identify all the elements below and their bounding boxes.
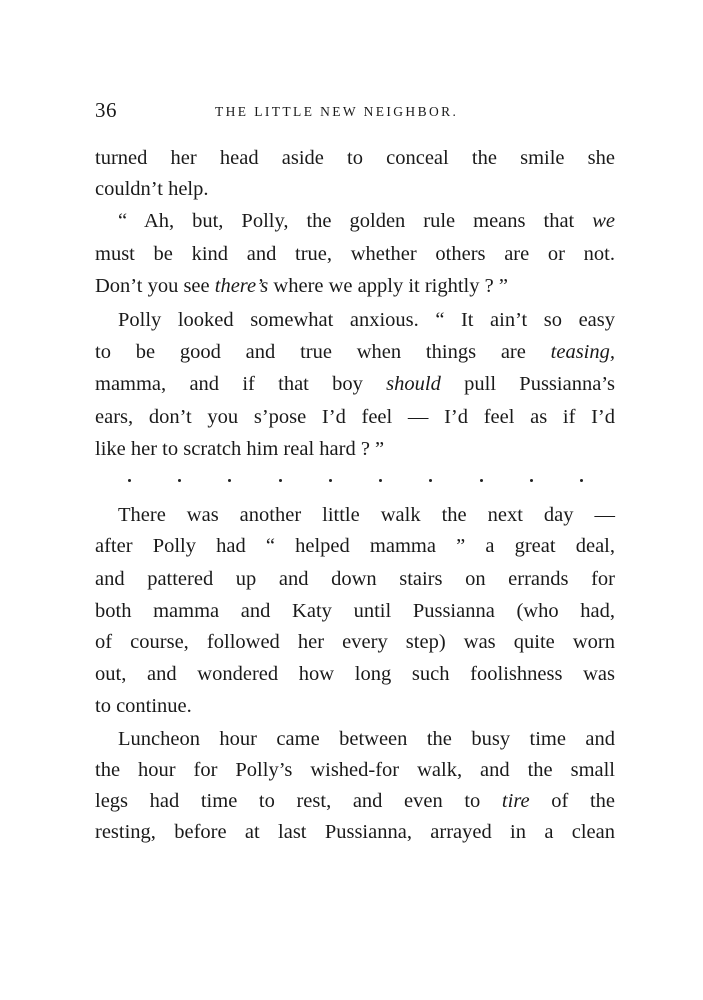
dot: [228, 479, 231, 482]
text-line: ears, don’t you s’pose I’d feel — I’d feel as if I’d: [95, 406, 615, 428]
dot: [329, 479, 332, 482]
page-number: 36: [95, 98, 117, 122]
text-line: mamma, and if that boy should pull Pussianna’s: [95, 373, 615, 395]
text-line: out, and wondered how long such foolishness was: [95, 663, 615, 685]
text-line: both mamma and Katy until Pussianna (who had,: [95, 600, 615, 622]
text-line: of course, followed her every step) was quite worn: [95, 631, 615, 653]
dot: [480, 479, 483, 482]
text-line: Don’t you see there’s where we apply it rightly ? ”: [95, 275, 508, 297]
dot: [178, 479, 181, 482]
text-line: legs had time to rest, and even to tire of the: [95, 790, 615, 812]
text-line: and pattered up and down stairs on errands for: [95, 568, 615, 590]
text-line: There was another little walk the next day —: [118, 504, 615, 526]
dot: [279, 479, 282, 482]
dot: [530, 479, 533, 482]
dot: [580, 479, 583, 482]
text-line: like her to scratch him real hard ? ”: [95, 438, 385, 460]
text-line: the hour for Polly’s wished-for walk, and the small: [95, 759, 615, 781]
section-break-dots: [128, 472, 583, 488]
running-head: THE LITTLE NEW NEIGHBOR.: [215, 104, 459, 119]
text-line: to continue.: [95, 695, 192, 717]
text-line: after Polly had “ helped mamma ” a great deal,: [95, 535, 615, 557]
text-line: resting, before at last Pussianna, arrayed in a clean: [95, 821, 615, 843]
text-line: must be kind and true, whether others are or not.: [95, 243, 615, 265]
dot: [128, 479, 131, 482]
text-line: “ Ah, but, Polly, the golden rule means that we: [118, 210, 615, 232]
text-line: turned her head aside to conceal the smile she: [95, 147, 615, 169]
text-line: couldn’t help.: [95, 178, 209, 200]
text-line: Polly looked somewhat anxious. “ It ain’t so easy: [118, 309, 615, 331]
dot: [379, 479, 382, 482]
dot: [429, 479, 432, 482]
page-header: [95, 98, 615, 128]
text-line: Luncheon hour came between the busy time and: [118, 728, 615, 750]
text-line: to be good and true when things are teasing,: [95, 341, 615, 363]
